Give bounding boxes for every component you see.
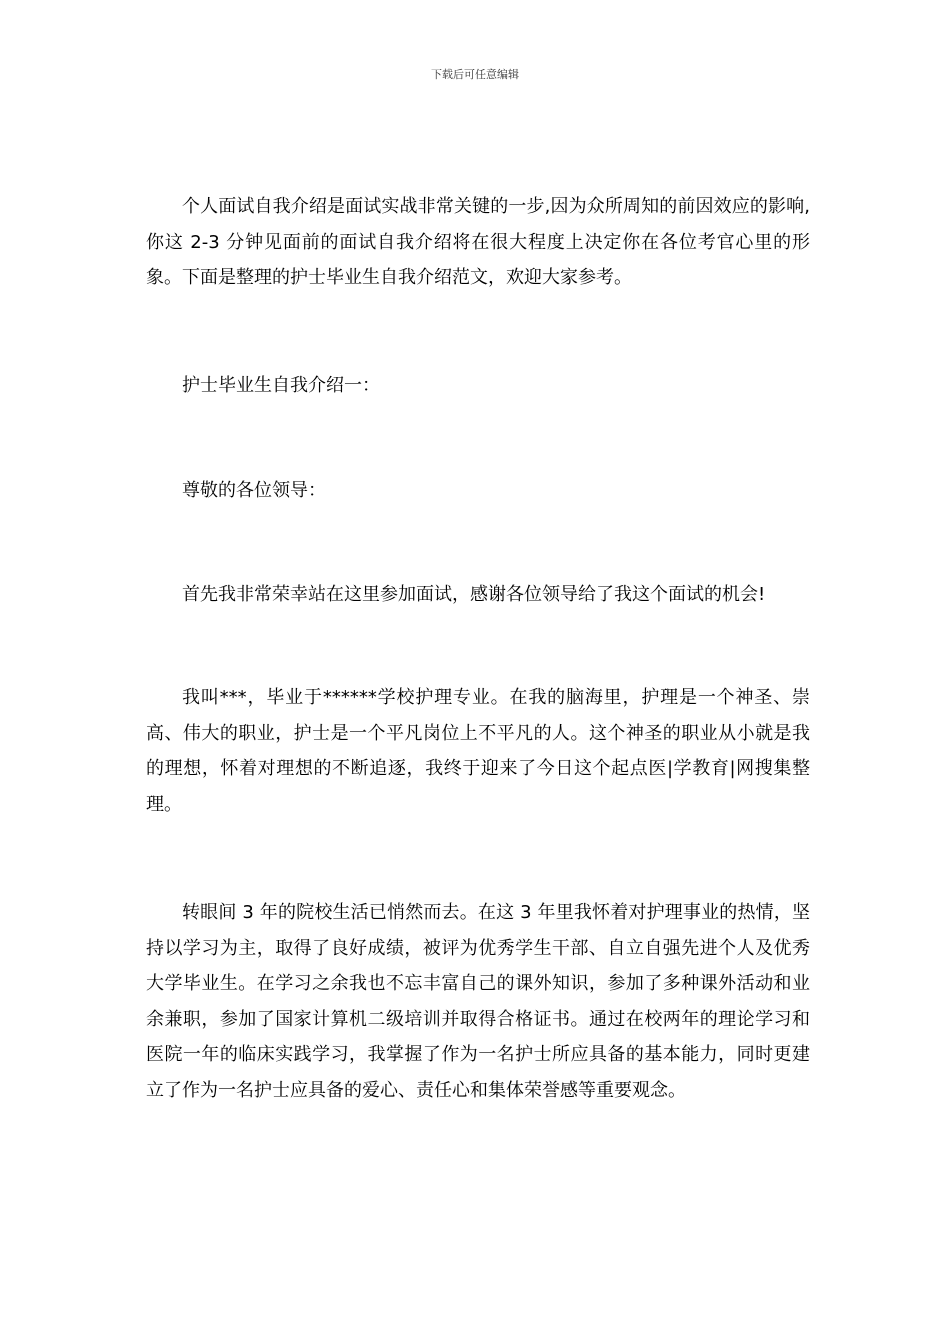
self-introduction-paragraph: 我叫***，毕业于******学校护理专业。在我的脑海里，护理是一个神圣、崇高、伟大的职业，护士是一个平凡岗位上不平凡的人。这个神圣的职业从小就是我的理想，怀着对理想的不断追逐，我终于迎来了今日这个起点医|学教育|网搜集整理。 bbox=[146, 687, 810, 815]
school-life-paragraph: 转眼间 3 年的院校生活已悄然而去。在这 3 年里我怀着对护理事业的热情，坚持以学习为主，取得了良好成绩，被评为优秀学生干部、自立自强先进个人及优秀大学毕业生。在学习之余我也不忘丰富自己的课外知识，参加了多种课外活动和业余兼职，参加了国家计算机二级培训并取得合格证书。通过在校两年的理论学习和医院一年的临床实践学习，我掌握了作为一名护士所应具备的基本能力，同时更建立了作为一名护士应具备的爱心、责任心和集体荣誉感等重要观念。 bbox=[146, 902, 810, 1101]
greeting-paragraph: 尊敬的各位领导： bbox=[182, 480, 326, 501]
page-header-note: 下载后可任意编辑 bbox=[431, 68, 519, 81]
intro-paragraph: 个人面试自我介绍是面试实战非常关键的一步,因为众所周知的前因效应的影响,你这 2-3 分钟见面前的面试自我介绍将在很大程度上决定你在各位考官心里的形象。下面是整理的护士毕业生自我介绍范文，欢迎大家参考。 bbox=[146, 196, 810, 288]
section-heading: 护士毕业生自我介绍一： bbox=[182, 375, 380, 396]
thanks-paragraph: 首先我非常荣幸站在这里参加面试，感谢各位领导给了我这个面试的机会! bbox=[182, 584, 766, 605]
